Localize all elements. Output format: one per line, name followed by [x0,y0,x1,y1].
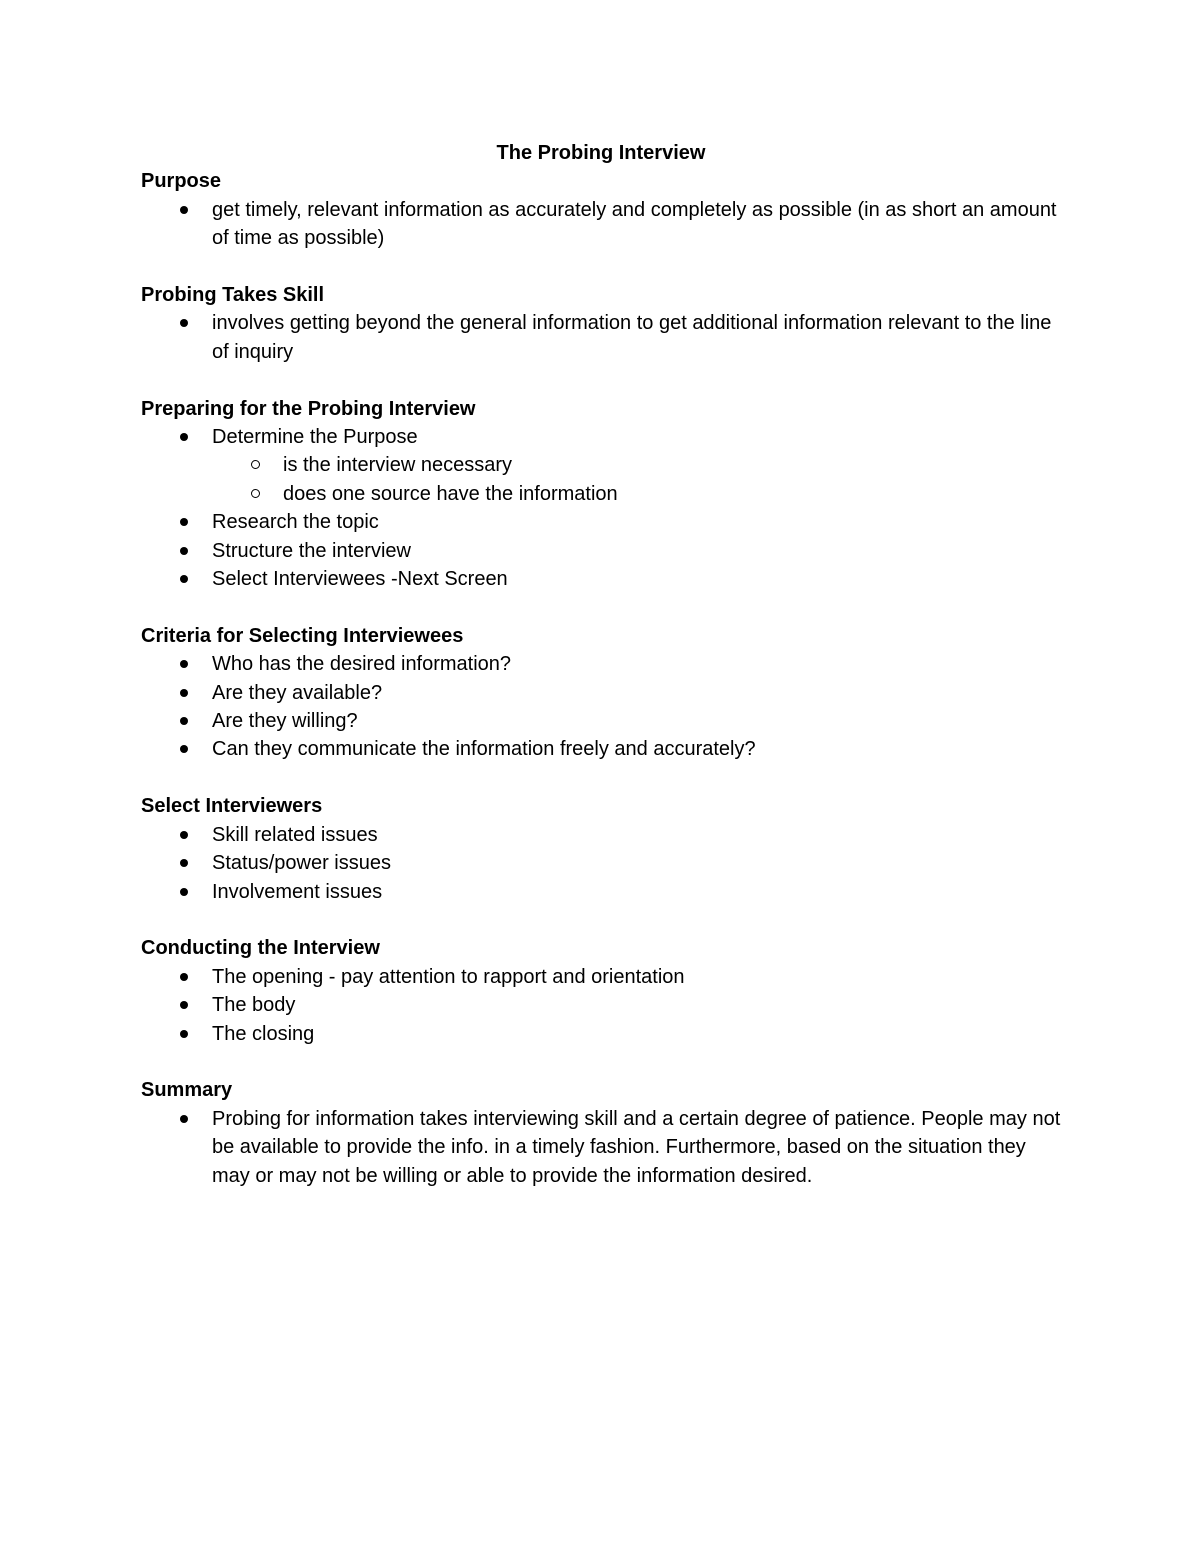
list-item [141,735,1061,763]
bullet-dot-icon [180,206,188,214]
bullet-list [141,963,1061,1048]
bullet-dot-icon [180,717,188,725]
bullet-list [141,196,1061,253]
list-item [141,1020,1061,1048]
section-heading: Select Interviewers [141,795,323,818]
bullet-list [141,821,1061,906]
bullet-dot-icon [180,831,188,839]
section-heading: Conducting the Interview [141,937,380,960]
sub-list-item-text: does one source have the information [283,482,618,505]
list-item-text: Structure the interview [212,539,411,562]
list-item [141,679,1061,707]
list-item [141,878,1061,906]
bullet-dot-icon [180,575,188,583]
bullet-dot-icon [180,859,188,867]
list-item [141,537,1061,565]
section [141,395,1061,594]
list-item [141,423,1061,508]
bullet-dot-icon [180,888,188,896]
bullet-dot-icon [180,433,188,441]
bullet-dot-icon [180,1115,188,1123]
bullet-dot-icon [180,518,188,526]
bullet-list [141,423,1061,593]
sub-list-item [212,451,1061,479]
bullet-dot-icon [180,689,188,697]
bullet-list [141,309,1061,366]
bullet-dot-icon [180,660,188,668]
section-heading: Purpose [141,170,222,193]
list-item-text: Are they willing? [212,710,358,733]
document-title: The Probing Interview [496,142,706,164]
list-item-text: involves getting beyond the general information to get additional information relevant to the line of inquiry [212,312,1052,363]
list-item [141,963,1061,991]
list-item-text: get timely, relevant information as accurately and completely as possible (in as short an amount of time as possible) [212,198,1057,250]
section [141,792,1061,906]
list-item [141,1105,1061,1190]
bullet-dot-icon [180,547,188,555]
bullet-list [141,650,1061,764]
sub-list-item [212,480,1061,508]
section [141,167,1061,252]
list-item [141,991,1061,1019]
list-item-text: Probing for information takes interviewing skill and a certain degree of patience. People may not be available to provide the info. in a timely fashion. Furthermore, based on the situation they may or may not be willing or able to provide the information desired. [212,1107,1061,1187]
section [141,1076,1061,1190]
list-item [141,821,1061,849]
list-item-text: The opening - pay attention to rapport and orientation [212,965,685,988]
bullet-circle-icon [251,460,260,469]
bullet-dot-icon [180,1030,188,1038]
list-item [141,565,1061,593]
list-item-text: The closing [212,1022,315,1045]
document-page [141,139,1061,1218]
bullet-dot-icon [180,1001,188,1009]
section-heading: Preparing for the Probing Interview [141,397,476,420]
section-heading: Summary [141,1079,233,1102]
list-item [141,650,1061,678]
document-body [141,167,1061,1190]
bullet-dot-icon [180,973,188,981]
list-item [141,849,1061,877]
bullet-circle-icon [251,489,260,498]
list-item-text: Are they available? [212,681,383,704]
list-item-text: Determine the Purpose [212,426,418,449]
bullet-dot-icon [180,745,188,753]
list-item-text: Research the topic [212,511,379,534]
section [141,622,1061,764]
list-item [141,309,1061,366]
list-item [141,508,1061,536]
list-item-text: Skill related issues [212,823,378,846]
list-item-text: Who has the desired information? [212,653,512,676]
bullet-list [141,1105,1061,1190]
list-item-text: Can they communicate the information freely and accurately? [212,738,756,761]
list-item [141,707,1061,735]
section [141,934,1061,1048]
list-item-text: Select Interviewees -Next Screen [212,568,508,591]
section-heading: Criteria for Selecting Interviewees [141,624,464,647]
list-item-text: The body [212,994,296,1017]
bullet-dot-icon [180,319,188,327]
list-item [141,196,1061,253]
list-item-text: Status/power issues [212,852,391,875]
section [141,281,1061,366]
section-heading: Probing Takes Skill [141,284,325,307]
list-item-text: Involvement issues [212,880,383,903]
sub-list [212,451,1061,508]
sub-list-item-text: is the interview necessary [283,454,512,477]
